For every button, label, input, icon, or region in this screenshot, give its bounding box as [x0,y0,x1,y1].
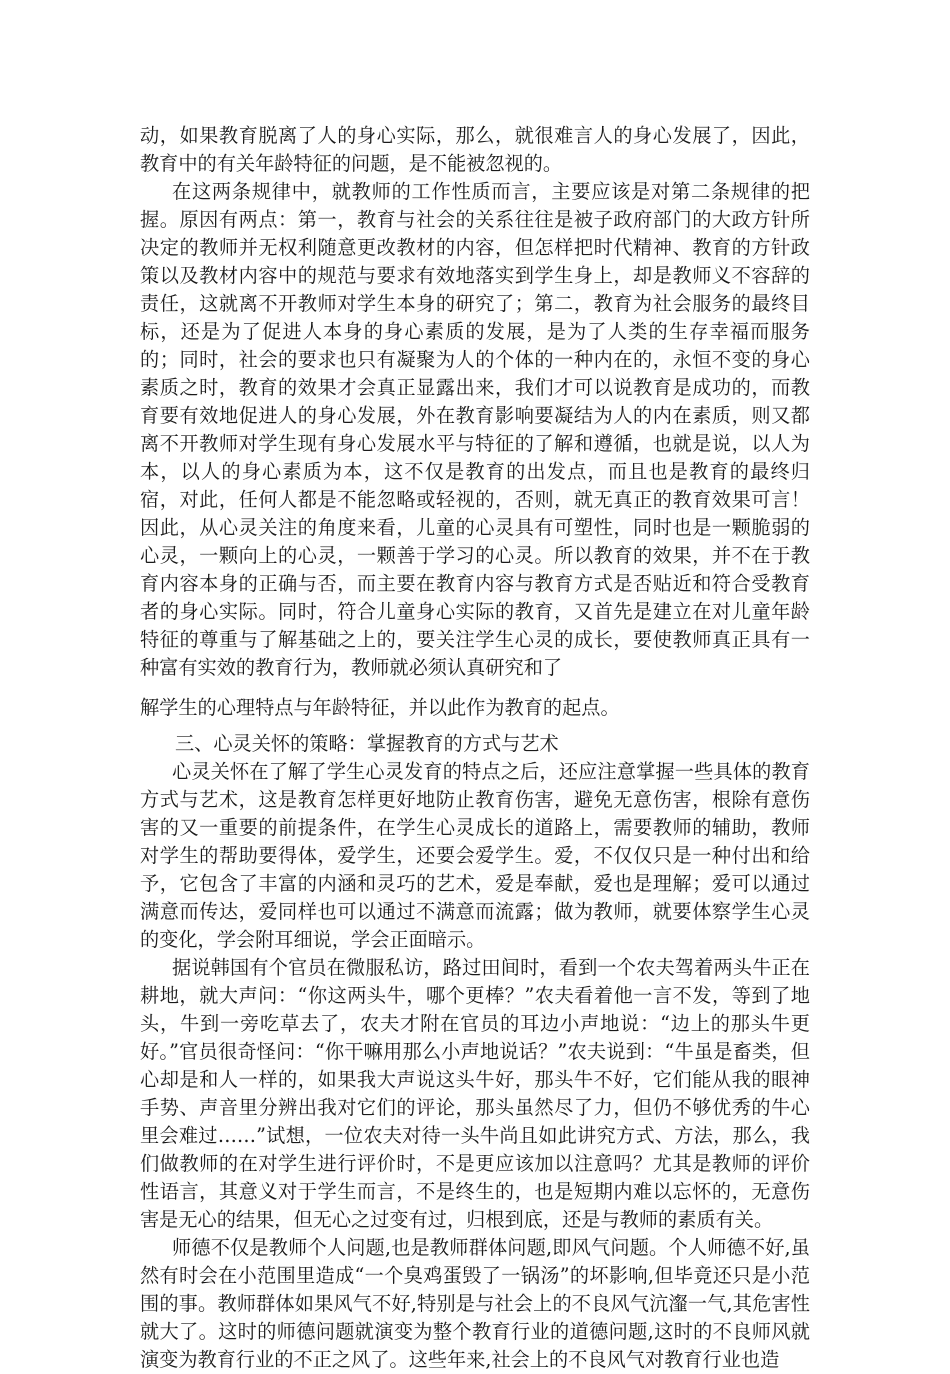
document-body [140,122,810,1374]
paragraph-conclusion-line: 解学生的心理特点与年龄特征，并以此作为教育的起点。 [140,696,620,719]
paragraph-teacher-ethics: 师德不仅是教师个人问题,也是教师群体问题,即风气问题。个人师德不好,虽然有时会在小范围里造成“一个臭鸡蛋毁了一锅汤”的坏影响,但毕竟还只是小范围的事。教师群体如果风气不好,特别是与社会上的不良风气沆瀣一气,其危害性就大了。这时的师德问题就演变为整个教育行业的道德问题,这时的不良师风就演变为教育行业的不正之风了。这些年来,社会上的不良风气对教育行业也造 [140,1236,810,1371]
section-heading-three: 三、心灵关怀的策略：掌握教育的方式与艺术 [175,732,559,755]
paragraph-care-strategy: 心灵关怀在了解了学生心灵发育的特点之后，还应注意掌握一些具体的教育方式与艺术，这是教育怎样更好地防止教育伤害，避免无意伤害，根除有意伤害的又一重要的前提条件，在学生心灵成长的道路上，需要教师的辅助，教师对学生的帮助要得体，爱学生，还要会爱学生。爱，不仅仅只是一种付出和给予，它包含了丰富的内涵和灵巧的艺术，爱是奉献，爱也是理解；爱可以通过满意而传达，爱同样也可以通过不满意而流露；做为教师，就要体察学生心灵的变化，学会附耳细说，学会正面暗示。 [140,760,810,951]
paragraph-two-laws: 在这两条规律中，就教师的工作性质而言，主要应该是对第二条规律的把握。原因有两点：第一，教育与社会的关系往往是被子政府部门的大政方针所决定的教师并无权利随意更改教材的内容，但怎样把时代精神、教育的方针政策以及教材内容中的规范与要求有效地落实到学生身上，却是教师义不容辞的责任，这就离不开教师对学生本身的研究了；第二，教育为社会服务的最终目标，还是为了促进人本身的身心素质的发展，是为了人类的生存幸福而服务的；同时，社会的要求也只有凝聚为人的个体的一种内在的，永恒不变的身心素质之时，教育的效果才会真正显露出来，我们才可以说教育是成功的，而教育要有效地促进人的身心发展，外在教育影响要凝结为人的内在素质，则又都离不开教师对学生现有身心发展水平与特征的了解和遵循，也就是说，以人为本，以人的身心素质为本，这不仅是教育的出发点，而且也是教育的最终归宿，对此，任何人都是不能忽略或轻视的，否则，就无真正的教育效果可言！因此，从心灵关注的角度来看，儿童的心灵具有可塑性，同时也是一颗脆弱的心灵，一颗向上的心灵，一颗善于学习的心灵。所以教育的效果，并不在于教育内容本身的正确与否，而主要在教育内容与教育方式是否贴近和符合受教育者的身心实际。同时，符合儿童身心实际的教育，又首先是建立在对儿童年龄特征的尊重与了解基础之上的，要关注学生心灵的成长，要使教师真正具有一种富有实效的教育行为，教师就必须认真研究和了 [140,180,810,679]
paragraph-continuation: 动，如果教育脱离了人的身心实际，那么，就很难言人的身心发展了，因此，教育中的有关年龄特征的问题，是不能被忽视的。 [140,124,810,175]
paragraph-korea-story: 据说韩国有个官员在微服私访，路过田间时，看到一个农夫驾着两头牛正在耕地，就大声问：“你这两头牛，哪个更棒？”农夫看着他一言不发，等到了地头，牛到一旁吃草去了，农夫才附在官员的耳边小声地说：“边上的那头牛更好。”官员很奇怪问：“你干嘛用那么小声地说话？”农夫说到：“牛虽是畜类，但心却是和人一样的，如果我大声说这头牛好，那头牛不好，它们能从我的眼神手势、声音里分辨出我对它们的评论，那头虽然尽了力，但仍不够优秀的牛心里会难过……”试想，一位农夫对待一头牛尚且如此讲究方式、方法，那么，我们做教师的在对学生进行评价时，不是更应该加以注意吗？尤其是教师的评价性语言，其意义对于学生而言，不是终生的，也是短期内难以忘怀的，无意伤害是无心的结果，但无心之过变有过，归根到底，还是与教师的素质有关。 [140,956,810,1231]
